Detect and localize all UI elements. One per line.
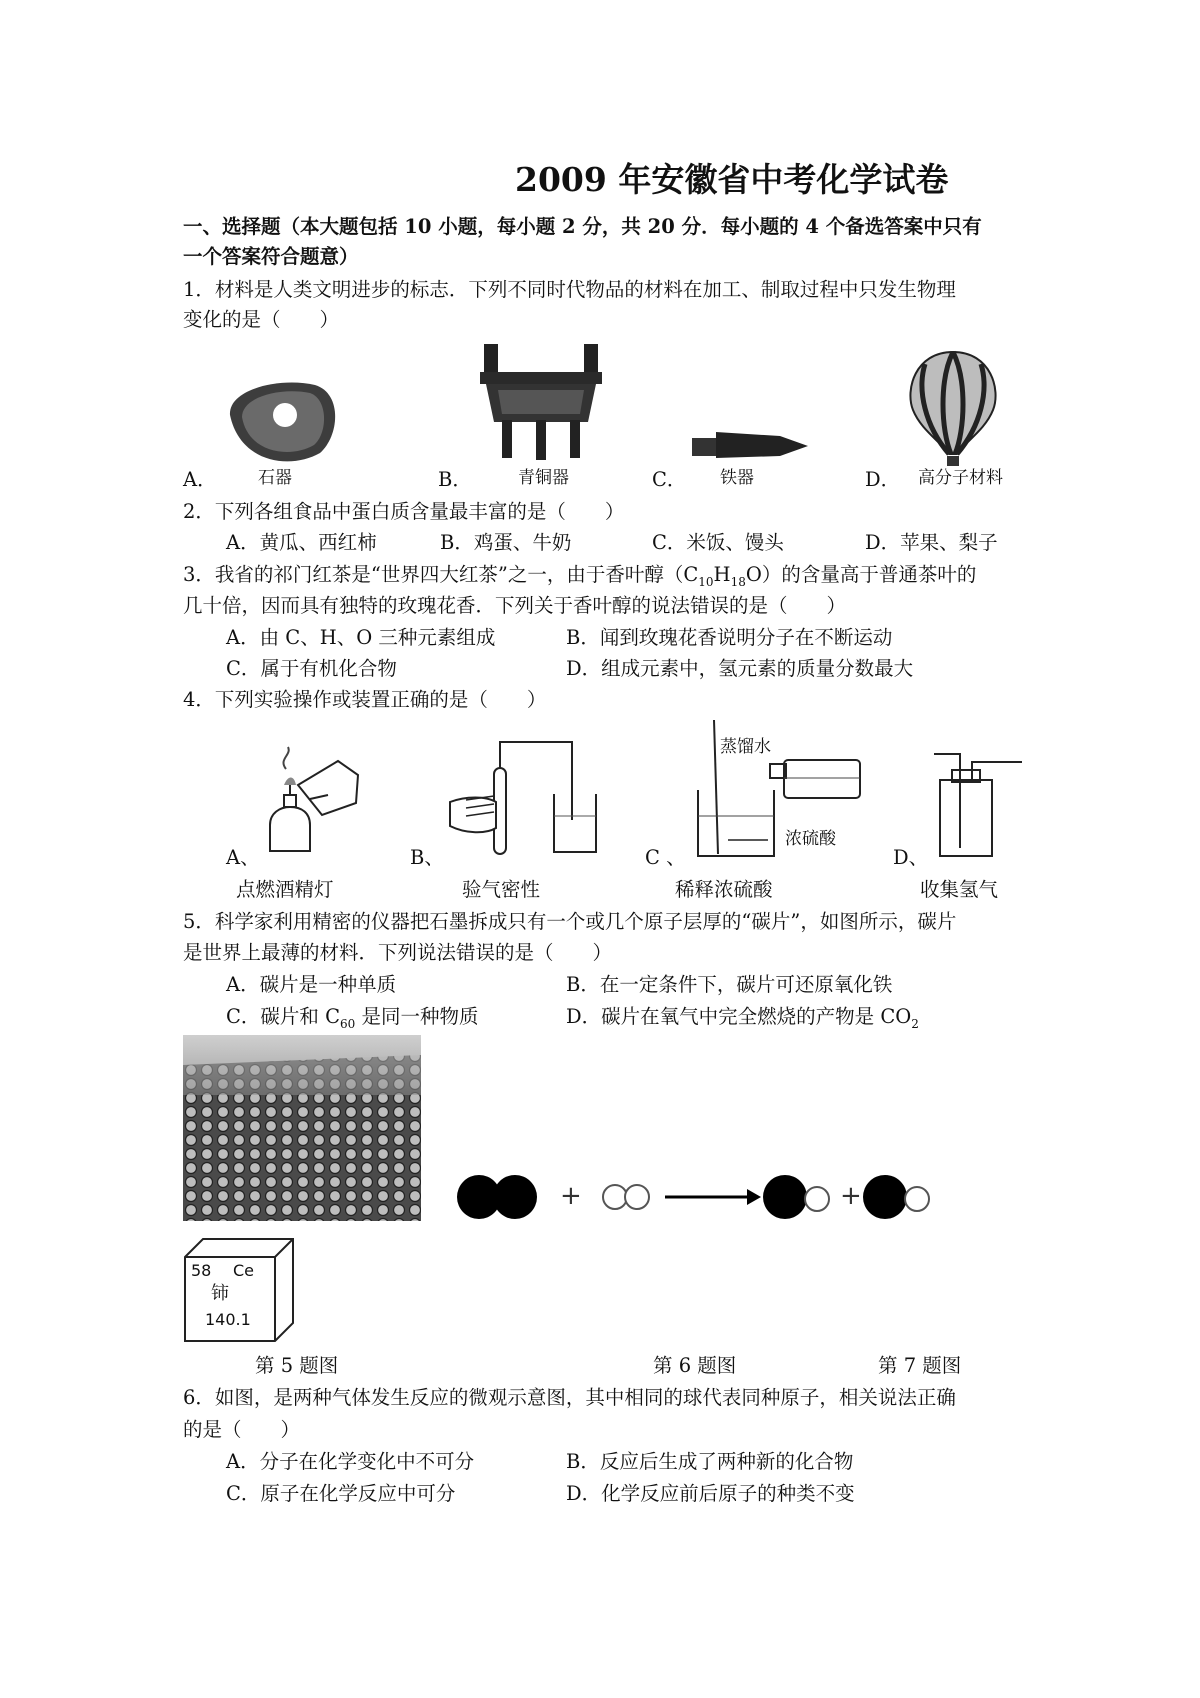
q5-option-a: A．碳片是一种单质 xyxy=(226,973,397,996)
q5-option-b: B．在一定条件下，碳片可还原氧化铁 xyxy=(566,973,893,996)
q3-option-c: C．属于有机化合物 xyxy=(226,657,397,680)
hydrogen-collection-image xyxy=(930,750,1026,860)
reaction-plus-2: + xyxy=(840,1181,862,1211)
graphene-sheet-image xyxy=(183,1035,421,1221)
bronze-ware-image xyxy=(476,342,606,462)
gas-tightness-check-image xyxy=(446,738,616,860)
section-heading-line2: 一个答案符合题意） xyxy=(183,245,359,268)
reaction-arrow-head xyxy=(747,1189,761,1205)
q1-caption-iron: 铁器 xyxy=(720,468,754,488)
q5-option-d: D．碳片在氧气中完全燃烧的产物是 $CO_2$ xyxy=(566,1005,919,1031)
q4-stem: 4．下列实验操作或装置正确的是（ ） xyxy=(183,688,547,711)
product-2-atom-light xyxy=(905,1187,929,1211)
iron-tool-image xyxy=(690,428,810,462)
element-name: 铈 xyxy=(211,1283,229,1304)
q1-option-letter-b: B． xyxy=(438,468,472,491)
molecule-b-atom-1 xyxy=(603,1185,627,1209)
molecule-b-atom-2 xyxy=(625,1185,649,1209)
q6-option-d: D．化学反应前后原子的种类不变 xyxy=(566,1482,855,1505)
q3-stem-line1: 3．我省的祁门红茶是“世界四大红茶”之一，由于香叶醇$(C_{10}H_{18}O)$的含量高于普通茶叶的 xyxy=(183,563,977,589)
q4-option-letter-b: B、 xyxy=(410,846,444,869)
q4-caption-d: 收集氢气 xyxy=(920,878,999,901)
molecule-a-atom-2 xyxy=(493,1175,537,1219)
q1-caption-bronze: 青铜器 xyxy=(518,468,569,488)
figure-caption-7: 第 7 题图 xyxy=(878,1354,962,1377)
dilute-sulfuric-acid-image xyxy=(688,720,868,866)
q6-option-a: A．分子在化学变化中不可分 xyxy=(226,1450,475,1473)
q6-option-c: C．原子在化学反应中可分 xyxy=(226,1482,456,1505)
reaction-diagram xyxy=(455,1170,945,1224)
q5-option-c: C．碳片和 $C_{60}$ 是同一种物质 xyxy=(226,1005,479,1031)
product-2-atom-dark xyxy=(863,1175,907,1219)
q2-option-c: C．米饭、馒头 xyxy=(652,531,784,554)
element-symbol: Ce xyxy=(233,1261,255,1280)
figure-caption-6: 第 6 题图 xyxy=(653,1354,737,1377)
q3-stem-line2: 几十倍，因而具有独特的玫瑰花香．下列关于香叶醇的说法错误的是（ ） xyxy=(183,594,847,617)
q2-option-b: B．鸡蛋、牛奶 xyxy=(440,531,572,554)
q4-caption-a: 点燃酒精灯 xyxy=(236,878,334,901)
alcohol-lamp-image xyxy=(258,755,368,855)
q4-option-letter-c: C 、 xyxy=(645,846,686,869)
q5-stem-line2: 是世界上最薄的材料．下列说法错误的是（ ） xyxy=(183,941,613,964)
q1-stem-line2: 变化的是（ ） xyxy=(183,308,340,331)
q1-caption-polymer: 高分子材料 xyxy=(918,468,1003,488)
product-1-atom-light xyxy=(805,1187,829,1211)
q4-option-letter-a: A、 xyxy=(226,846,260,869)
q1-caption-stone: 石器 xyxy=(258,468,292,488)
stone-tool-image xyxy=(220,375,340,467)
label-distilled-water: 蒸馏水 xyxy=(720,737,771,757)
reaction-plus-1: + xyxy=(560,1181,582,1211)
hot-air-balloon-image xyxy=(905,350,1001,470)
q2-stem: 2．下列各组食品中蛋白质含量最丰富的是（ ） xyxy=(183,500,625,523)
q3-option-a: A．由 C、H、O 三种元素组成 xyxy=(226,626,496,649)
q2-option-d: D．苹果、梨子 xyxy=(865,531,998,554)
q5-stem-line1: 5．科学家利用精密的仪器把石墨拆成只有一个或几个原子层厚的“碳片”，如图所示，碳片 xyxy=(183,910,957,933)
q3-option-d: D．组成元素中，氢元素的质量分数最大 xyxy=(566,657,914,680)
q4-option-letter-d: D、 xyxy=(893,846,929,869)
q1-option-letter-d: D． xyxy=(865,468,901,491)
q3-option-b: B．闻到玫瑰花香说明分子在不断运动 xyxy=(566,626,893,649)
q1-stem-line1: 1．材料是人类文明进步的标志．下列不同时代物品的材料在加工、制取过程中只发生物理 xyxy=(183,278,956,301)
product-1-atom-dark xyxy=(763,1175,807,1219)
figure-caption-5: 第 5 题图 xyxy=(255,1354,339,1377)
q1-option-letter-c: C． xyxy=(652,468,687,491)
element-number: 58 xyxy=(191,1261,212,1280)
q6-option-b: B．反应后生成了两种新的化合物 xyxy=(566,1450,854,1473)
q4-caption-b: 验气密性 xyxy=(462,878,541,901)
label-concentrated-sulfuric-acid: 浓硫酸 xyxy=(785,829,836,849)
q6-stem-line2: 的是（ ） xyxy=(183,1418,301,1441)
section-heading-line1: 一、选择题（本大题包括 10 小题，每小题 2 分，共 20 分．每小题的 4 个备选答案中只有 xyxy=(183,215,982,238)
element-mass: 140.1 xyxy=(205,1310,251,1329)
page-title: 2009 年安徽省中考化学试卷 xyxy=(515,160,949,199)
q2-option-a: A．黄瓜、西红柿 xyxy=(226,531,377,554)
q1-option-letter-a: A． xyxy=(183,468,217,491)
q6-stem-line1: 6．如图，是两种气体发生反应的微观示意图，其中相同的球代表同种原子，相关说法正确 xyxy=(183,1386,956,1409)
q4-caption-c: 稀释浓硫酸 xyxy=(675,878,773,901)
